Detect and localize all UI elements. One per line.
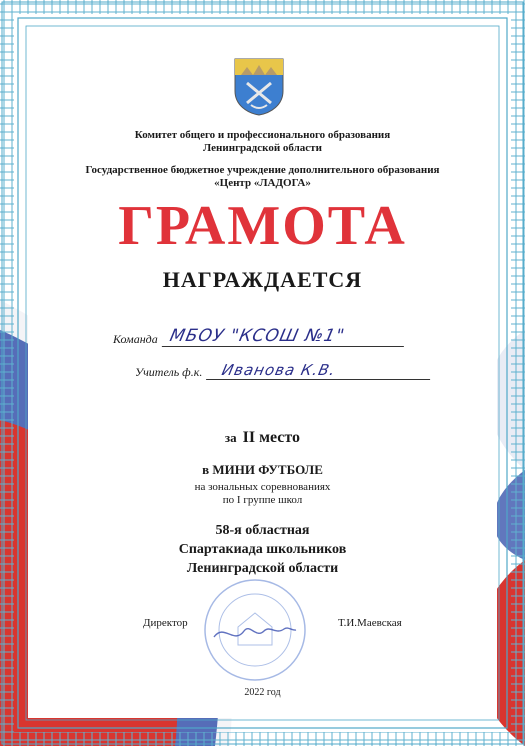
place-prefix: за [224,430,237,445]
spartakiad-line-1: 58-я областная [215,523,310,538]
team-handwritten-value: МБОУ "КСОШ №1" [162,326,408,347]
team-field [113,326,406,347]
director-label: Директор [143,617,188,629]
spartakiad-line-3: Ленинградской области [186,561,339,576]
place-line [0,428,525,448]
director-signature [214,628,296,637]
awarded-heading: НАГРАЖДАЕТСЯ [162,267,363,292]
teacher-handwritten-value: Иванова К.В. [206,361,434,380]
team-label: Команда [113,332,158,346]
place-value: II место [242,429,301,446]
competition-line-2: по I группе школ [222,494,303,506]
certificate-year: 2022 год [244,687,281,698]
official-stamp [200,575,310,685]
teacher-field [135,361,432,380]
director-name: Т.И.Маевская [338,617,402,629]
institution-line-1: Государственное бюджетное учреждение дополнительного образования [85,164,440,176]
certificate-title: ГРАМОТА [118,195,407,257]
leningrad-oblast-emblem [233,57,285,117]
competition-line-1: на зональных соревнованиях [194,481,331,493]
committee-line-1: Комитет общего и профессионального образования [134,129,391,141]
sport-line: в МИНИ ФУТБОЛЕ [202,462,323,477]
committee-line-2: Ленинградской области [203,142,322,154]
institution-line-2: «Центр «ЛАДОГА» [214,177,311,189]
spartakiad-line-2: Спартакиада школьников [178,542,347,557]
teacher-label: Учитель ф.к. [135,365,203,379]
